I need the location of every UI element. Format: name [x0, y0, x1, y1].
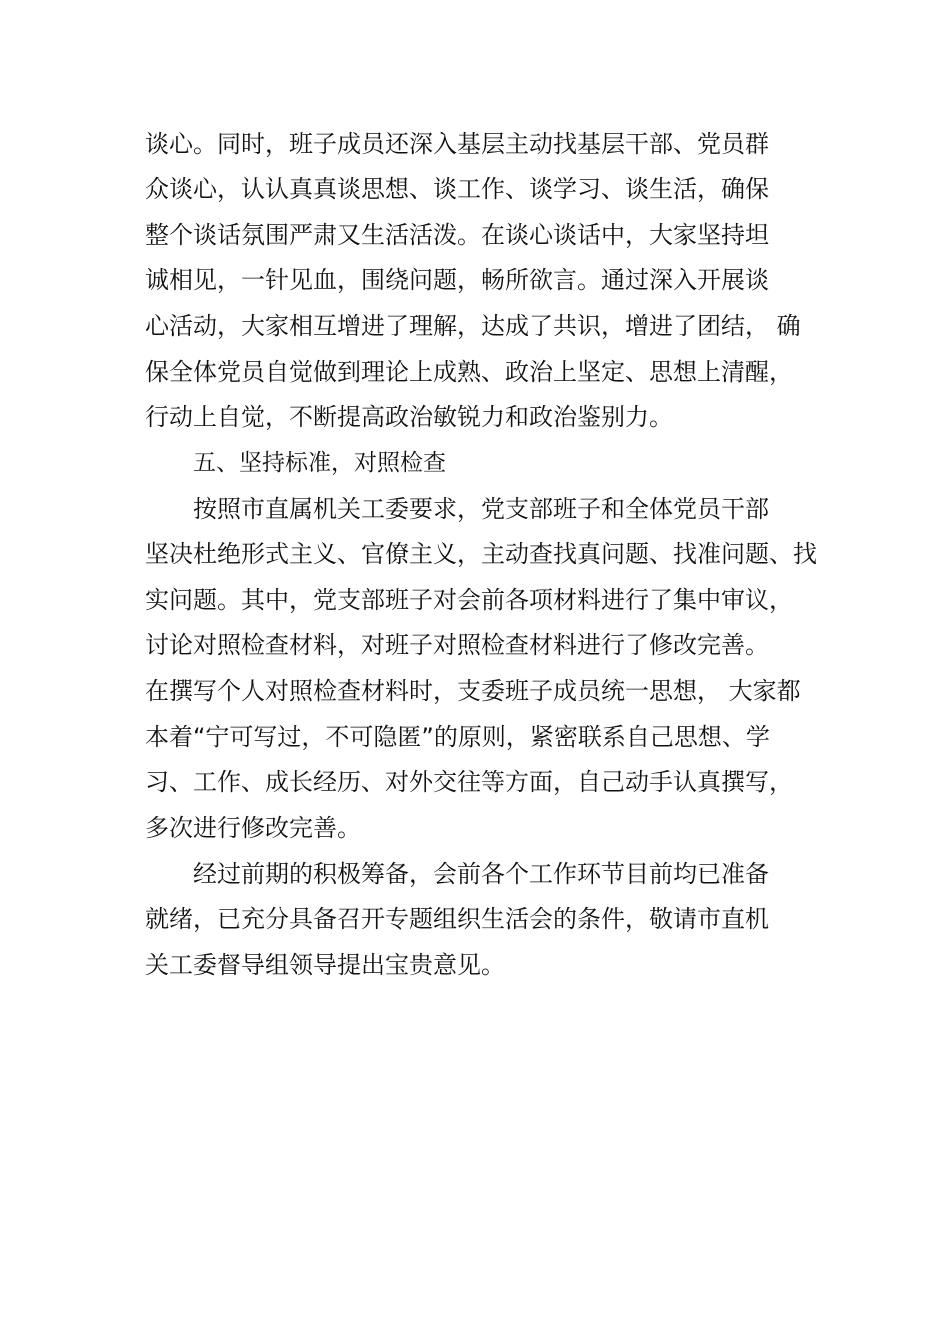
- paragraph-line: 按照市直属机关工委要求，党支部班子和全体党员干部: [193, 495, 769, 523]
- paragraph-line: 讨论对照检查材料，对班子对照检查材料进行了修改完善。: [145, 631, 769, 659]
- section-heading: 五、坚持标准，对照检查: [193, 450, 446, 476]
- paragraph-line: 经过前期的积极筹备，会前各个工作环节目前均已准备: [193, 860, 769, 888]
- paragraph-line: 心活动，大家相互增进了理解，达成了共识，增进了团结， 确: [145, 312, 801, 340]
- paragraph-line: 众谈心，认认真真谈思想、谈工作、谈学习、谈生活，确保: [145, 175, 769, 203]
- paragraph-line: 在撰写个人对照检查材料时，支委班子成员统一思想， 大家都: [145, 677, 801, 705]
- paragraph-line: 关工委督导组领导提出宝贵意见。: [145, 951, 505, 979]
- paragraph-line: 多次进行修改完善。: [145, 814, 361, 842]
- paragraph-line: 坚决杜绝形式主义、官僚主义，主动查找真问题、找准问题、找: [145, 540, 817, 568]
- paragraph-line: 实问题。其中，党支部班子对会前各项材料进行了集中审议，: [145, 586, 793, 614]
- paragraph-line: 行动上自觉，不断提高政治敏锐力和政治鉴别力。: [145, 403, 673, 431]
- paragraph-line: 就绪，已充分具备召开专题组织生活会的条件，敬请市直机: [145, 905, 769, 933]
- paragraph-line: 本着“宁可写过，不可隐匿”的原则，紧密联系自己思想、学: [145, 723, 770, 751]
- paragraph-line: 整个谈话氛围严肃又生活活泼。在谈心谈话中，大家坚持坦: [145, 221, 769, 249]
- paragraph-line: 习、工作、成长经历、对外交往等方面，自己动手认真撰写，: [145, 768, 793, 796]
- paragraph-line: 保全体党员自觉做到理论上成熟、政治上坚定、思想上清醒，: [145, 358, 793, 386]
- paragraph-line: 诚相见，一针见血，围绕问题，畅所欲言。通过深入开展谈: [145, 266, 769, 294]
- paragraph-line: 谈心。同时，班子成员还深入基层主动找基层干部、党员群: [145, 130, 769, 158]
